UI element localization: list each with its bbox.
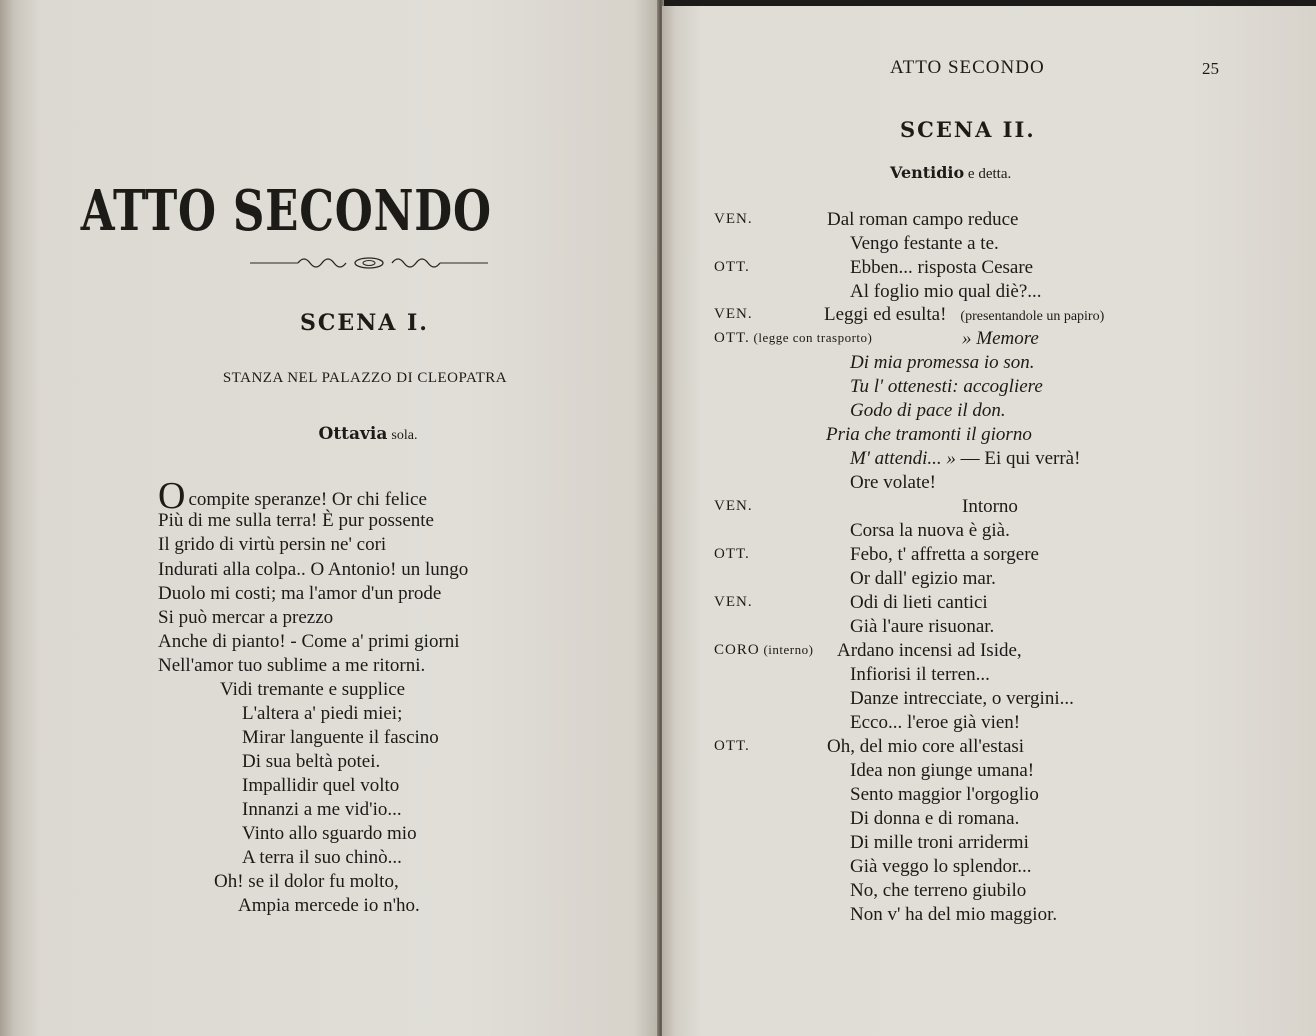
dialogue-text: Sento maggior l'orgoglio xyxy=(850,784,1039,805)
stage-setting: STANZA NEL PALAZZO DI CLEOPATRA xyxy=(222,370,508,386)
dialogue-line xyxy=(850,783,1039,807)
character-line xyxy=(890,163,1011,183)
dialogue-line xyxy=(850,256,1033,280)
right-page xyxy=(662,6,1316,1036)
dialogue-line xyxy=(850,711,1020,735)
dialogue-line xyxy=(837,639,1022,663)
speaker-name: CORO xyxy=(714,642,760,658)
scene-heading: SCENA I. xyxy=(300,310,429,336)
verse-text: Di sua beltà potei. xyxy=(242,751,381,772)
dialogue-line xyxy=(850,591,988,615)
dialogue-line xyxy=(824,303,1104,329)
dialogue-line xyxy=(850,232,999,256)
character-note: e detta. xyxy=(967,166,1012,182)
dialogue-line xyxy=(962,495,1018,519)
dialogue-text: Ecco... l'eroe già vien! xyxy=(850,712,1021,733)
dialogue-line xyxy=(850,687,1074,711)
speaker-label xyxy=(714,259,750,276)
verse-text: Più di me sulla terra! È pur possente xyxy=(158,510,434,531)
speaker-name: VEN. xyxy=(714,594,753,610)
verse-line xyxy=(158,475,427,517)
dialogue-text: Febo, t' affretta a sorgere xyxy=(850,544,1039,565)
dialogue-text: Ore volate! xyxy=(850,472,936,493)
verse-line xyxy=(242,774,399,798)
ornament-divider-icon xyxy=(250,255,488,271)
dialogue-text: Danze intrecciate, o vergini... xyxy=(850,688,1074,709)
verse-text: Oh! se il dolor fu molto, xyxy=(214,871,399,892)
dialogue-text: Al foglio mio qual diè?... xyxy=(850,281,1042,302)
speaker-name: VEN. xyxy=(714,498,753,514)
dialogue-text: Pria che tramonti il giorno xyxy=(826,424,1032,445)
dialogue-text: M' attendi... » xyxy=(850,448,956,469)
dialogue-line xyxy=(850,879,1026,903)
verse-text: Mirar languente il fascino xyxy=(242,727,439,748)
scene-heading: SCENA II. xyxy=(900,117,1036,142)
verse-text: L'altera a' piedi miei; xyxy=(242,703,403,724)
drop-cap: O xyxy=(158,475,186,517)
dialogue-line xyxy=(850,903,1057,927)
dialogue-line xyxy=(850,759,1034,783)
speaker-name: OTT. xyxy=(714,259,750,275)
dialogue-text: Infiorisi il terren... xyxy=(850,664,990,685)
speaker-label xyxy=(714,306,753,323)
character-line xyxy=(0,424,660,444)
dialogue-line xyxy=(850,615,994,639)
dialogue-line xyxy=(962,327,1039,351)
verse-text: A terra il suo chinò... xyxy=(242,847,402,868)
dialogue-text: Idea non giunge umana! xyxy=(850,760,1035,781)
dialogue-text-continued: — Ei qui verrà! xyxy=(955,448,1081,469)
verse-text: Indurati alla colpa.. O Antonio! un lungo xyxy=(158,559,469,580)
verse-text: Anche di pianto! - Come a' primi giorni xyxy=(158,631,460,652)
verse-line xyxy=(242,750,380,774)
verse-text: Si può mercar a prezzo xyxy=(158,607,334,628)
verse-line xyxy=(158,582,441,606)
dialogue-text: Di donna e di romana. xyxy=(850,808,1020,829)
dialogue-text: Già veggo lo splendor... xyxy=(850,856,1032,877)
verse-line xyxy=(158,509,434,533)
speaker-name: OTT. xyxy=(714,738,750,754)
dialogue-line xyxy=(850,567,996,591)
speaker-label xyxy=(714,211,753,228)
character-name: Ottavia xyxy=(318,424,388,444)
speaker-label xyxy=(714,642,813,659)
speaker-label xyxy=(714,330,872,347)
verse-text: Vidi tremante e supplice xyxy=(220,679,406,700)
speaker-label xyxy=(714,546,750,563)
dialogue-text: Vengo festante a te. xyxy=(850,233,999,254)
dialogue-line xyxy=(850,447,1080,471)
verse-text: Impallidir quel volto xyxy=(242,775,400,796)
dialogue-text: Già l'aure risuonar. xyxy=(850,616,995,637)
verse-line xyxy=(238,894,420,918)
speaker-label xyxy=(714,738,750,755)
character-name: Ventidio xyxy=(890,163,965,182)
speaker-name: OTT. xyxy=(714,330,750,346)
verse-line xyxy=(158,654,425,678)
speaker-label xyxy=(714,498,753,515)
verse-line xyxy=(158,558,468,582)
verse-text: Ampia mercede io n'ho. xyxy=(238,895,420,916)
dialogue-text: Ardano incensi ad Iside, xyxy=(837,640,1022,661)
dialogue-text: Di mille troni arridermi xyxy=(850,832,1029,853)
speaker-note: (interno) xyxy=(759,642,814,657)
verse-line xyxy=(242,726,439,750)
speaker-name: VEN. xyxy=(714,211,753,227)
verse-line xyxy=(242,798,402,822)
dialogue-line xyxy=(850,375,1043,399)
dialogue-text: Corsa la nuova è già. xyxy=(850,520,1010,541)
dialogue-line xyxy=(850,280,1042,304)
dialogue-text: Odi di lieti cantici xyxy=(850,592,988,613)
dialogue-text: Dal roman campo reduce xyxy=(827,209,1019,230)
speaker-note: (legge con trasporto) xyxy=(749,330,873,345)
verse-text: Il grido di virtù persin ne' cori xyxy=(158,534,387,555)
running-head: ATTO SECONDO xyxy=(890,57,1045,78)
dialogue-text: No, che terreno giubilo xyxy=(850,880,1027,901)
verse-text: Nell'amor tuo sublime a me ritorni. xyxy=(158,655,426,676)
verse-line xyxy=(158,630,460,654)
verse-line xyxy=(158,606,333,630)
stage-direction: (presentandole un papiro) xyxy=(960,309,1105,324)
dialogue-text: Non v' ha del mio maggior. xyxy=(850,904,1058,925)
dialogue-text: Leggi ed esulta! xyxy=(824,304,947,325)
dialogue-text: Intorno xyxy=(962,496,1018,517)
verse-text: Duolo mi costi; ma l'amor d'un prode xyxy=(158,583,442,604)
dialogue-text: Oh, del mio core all'estasi xyxy=(827,736,1025,757)
verse-line xyxy=(242,702,402,726)
speaker-label xyxy=(714,594,753,611)
dialogue-line xyxy=(827,735,1024,759)
speaker-name: OTT. xyxy=(714,546,750,562)
act-title: ATTO SECONDO xyxy=(80,178,492,244)
dialogue-line xyxy=(850,831,1029,855)
verse-text: compite speranze! Or chi felice xyxy=(188,489,427,510)
speaker-name: VEN. xyxy=(714,306,753,322)
dialogue-line xyxy=(850,543,1039,567)
verse-line xyxy=(158,533,386,557)
verse-text: Innanzi a me vid'io... xyxy=(242,799,402,820)
dialogue-text: Ebben... risposta Cesare xyxy=(850,257,1034,278)
dialogue-text: Di mia promessa io son. xyxy=(850,352,1035,373)
verse-line xyxy=(242,822,417,846)
dialogue-text: » Memore xyxy=(962,328,1039,349)
dialogue-line xyxy=(850,351,1035,375)
verse-text: Vinto allo sguardo mio xyxy=(242,823,417,844)
dialogue-line xyxy=(850,471,936,495)
verse-line xyxy=(214,870,399,894)
dialogue-line xyxy=(850,399,1006,423)
dialogue-line xyxy=(826,423,1032,447)
verse-line xyxy=(242,846,402,870)
dialogue-text: Godo di pace il don. xyxy=(850,400,1006,421)
dialogue-text: Or dall' egizio mar. xyxy=(850,568,996,589)
dialogue-line xyxy=(850,807,1019,831)
dialogue-line xyxy=(850,519,1010,543)
dialogue-line xyxy=(850,855,1032,879)
dialogue-line xyxy=(850,663,990,687)
character-note: sola. xyxy=(391,428,418,443)
dialogue-line xyxy=(827,208,1019,232)
dialogue-text: Tu l' ottenesti: accogliere xyxy=(850,376,1043,397)
verse-line xyxy=(220,678,405,702)
page-number: 25 xyxy=(1202,59,1219,78)
